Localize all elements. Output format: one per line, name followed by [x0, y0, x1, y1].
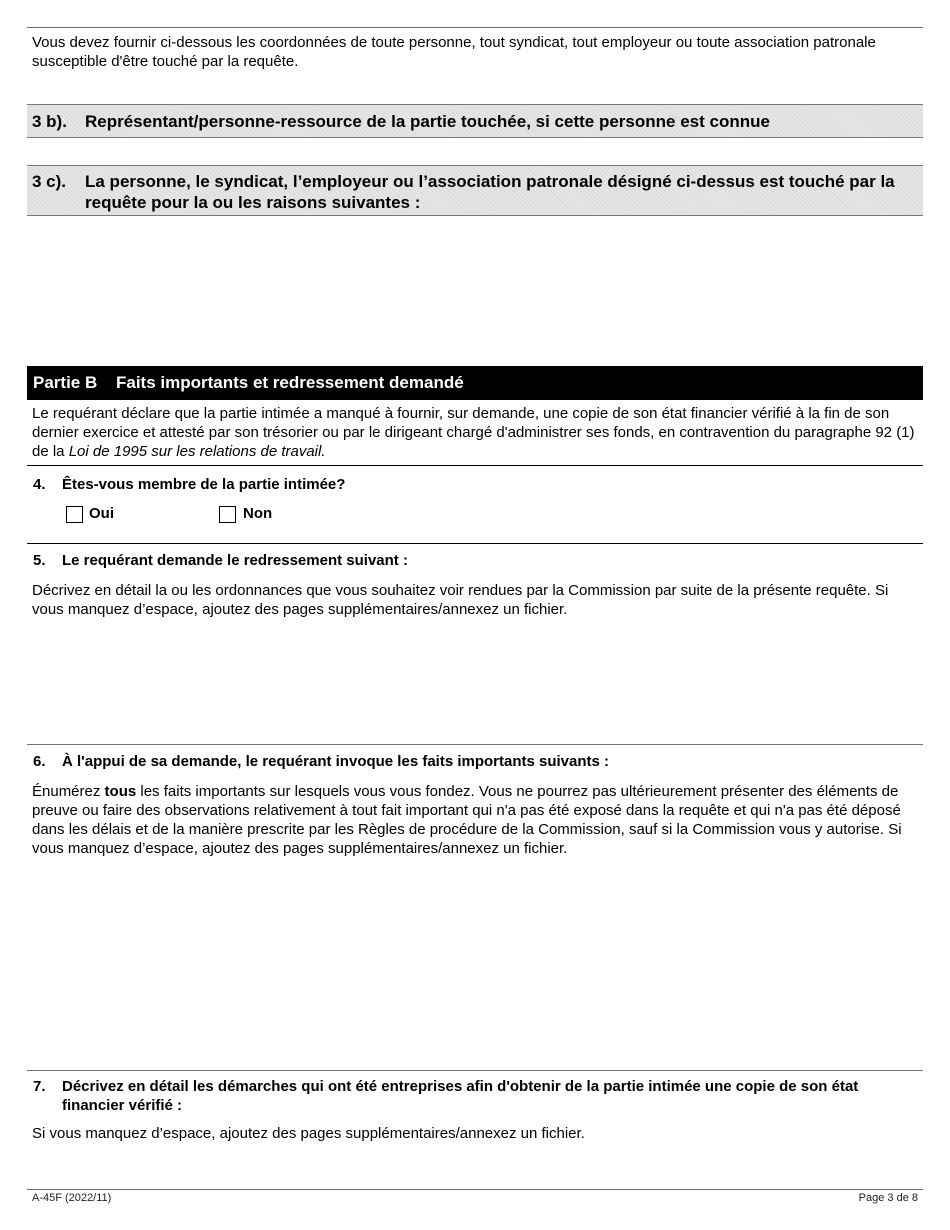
section-3b-title: Représentant/personne-ressource de la partie touchée, si cette personne est connue: [85, 112, 770, 131]
intro-text: Vous devez fournir ci-dessous les coordonnées de toute personne, tout syndicat, tout employeur ou toute association patronale susceptible d'être touché par la requête.: [32, 34, 876, 70]
q6-answer-field[interactable]: [27, 862, 923, 1067]
section-3b-header: [27, 104, 923, 138]
section-3b-number: 3 b).: [32, 112, 67, 131]
part-b-header: [27, 366, 923, 400]
divider-q5: [27, 543, 923, 544]
q5-description: Décrivez en détail la ou les ordonnances que vous souhaitez voir rendues par la Commission par suite de la présente requête. Si vous manquez d’espace, ajoutez des pages supplémentaires/annexez un fichier.: [32, 582, 889, 618]
q4-number: 4.: [33, 476, 46, 493]
q4-question: Êtes-vous membre de la partie intimée?: [62, 476, 346, 493]
oui-label: Oui: [89, 505, 114, 522]
q6-description: [32, 782, 917, 858]
section-3c-number: 3 c).: [32, 172, 67, 191]
q5-answer-field[interactable]: [27, 625, 923, 740]
section-3c-title: La personne, le syndicat, l’employeur ou l’association patronale désigné ci-dessus est touché par la requête pour la ou les raisons suivantes :: [85, 172, 895, 212]
section-3c-header: [27, 165, 923, 216]
part-b-label: Partie B: [33, 373, 98, 392]
top-divider: [27, 27, 923, 28]
form-id: A-45F (2022/11): [32, 1192, 112, 1204]
q6-desc-pre: Énumérez: [32, 783, 105, 800]
q6-number: 6.: [33, 753, 46, 770]
part-b-title: Faits importants et redressement demandé: [116, 373, 464, 392]
q5-number: 5.: [33, 552, 46, 569]
q6-desc-bold: tous: [104, 783, 137, 800]
divider-q7: [27, 1070, 923, 1071]
oui-checkbox[interactable]: [66, 506, 83, 523]
non-label: Non: [243, 505, 273, 522]
divider-q4: [27, 465, 923, 466]
q5-question: Le requérant demande le redressement suivant :: [62, 552, 408, 569]
law-title: Loi de 1995 sur les relations de travail.: [68, 443, 326, 460]
q7-number: 7.: [33, 1078, 46, 1095]
divider-q6: [27, 744, 923, 745]
q7-description: Si vous manquez d’espace, ajoutez des pages supplémentaires/annexez un fichier.: [32, 1125, 585, 1142]
part-b-description: [32, 404, 917, 461]
q6-desc-post: les faits importants sur lesquels vous vous fondez. Vous ne pourrez pas ultérieurement présenter des éléments de preuve ou faire des observations relativement à tout fait important qui n'a pas été exposé dans la requête et qui n'a pas été déposé dans les délais et de la manière prescrite par les Règles de procédure de la Commission, sauf si la Commission vous y autorise. Si vous manquez d’espace, ajoutez des pages supplémentaires/annexez un fichier.: [32, 783, 902, 857]
q7-question: Décrivez en détail les démarches qui ont été entreprises afin d'obtenir de la partie intimée une copie de son état financier vérifié :: [62, 1078, 859, 1114]
page-number: Page 3 de 8: [858, 1192, 918, 1204]
non-checkbox[interactable]: [219, 506, 236, 523]
footer-divider: [27, 1189, 923, 1190]
q7-answer-field[interactable]: [27, 1148, 923, 1186]
q6-question: À l'appui de sa demande, le requérant invoque les faits importants suivants :: [62, 753, 610, 770]
part-b-description-text: Le requérant déclare que la partie intimée a manqué à fournir, sur demande, une copie de son état financier vérifié à la fin de son dernier exercice et attesté par son trésorier ou par le dirigeant chargé d'administrer ses fonds, en contravention du paragraphe 92 (1) de la: [32, 405, 915, 460]
